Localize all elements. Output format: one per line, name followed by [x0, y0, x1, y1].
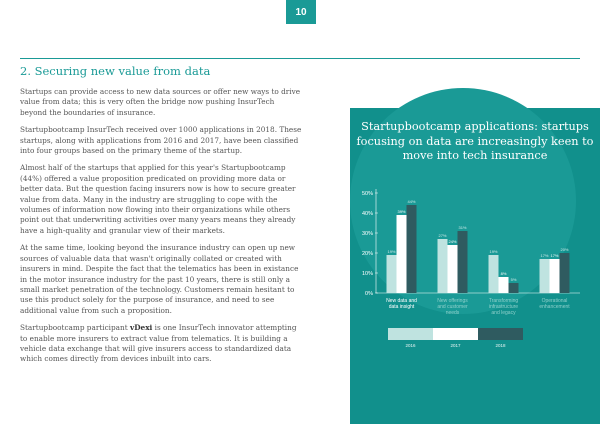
category-label: [386, 298, 417, 310]
category-label: [489, 298, 518, 316]
legend-label-2018: 2018: [495, 343, 506, 348]
bar: [387, 255, 397, 293]
section-title: 2. Securing new value from data: [20, 64, 211, 78]
paragraph-5-rest: is one InsurTech innovator attempting to enable more insurers to extract value from telematics. It is building a vehicle data exchange that will give insurers access to standardized data which comes directly from devices inbuilt into cars.: [20, 323, 297, 364]
paragraph-3: Almost half of the startups that applied for this year's Startupbootcamp (44%) offered a value proposition predicated on providing more data or better data. But the question facing insurers now is how to secure greater value from data. Many in the industry are struggling to cope with the volumes of information now flowing into their organizations while others point out that underwriting activities over many years means they already have a high-quality and granular view of their markets.: [20, 163, 296, 235]
bar-value-label: 44%: [407, 199, 416, 204]
bar-value-label: 20%: [560, 247, 569, 252]
bar: [499, 277, 509, 293]
category-label-line: New offerings: [437, 298, 468, 304]
legend-swatch-2017: [433, 328, 478, 340]
y-tick-label: 0%: [365, 291, 373, 297]
bar: [407, 205, 417, 293]
bar: [397, 215, 407, 293]
category-label-line: infrastructure: [488, 304, 519, 310]
bar-value-label: 27%: [438, 233, 447, 238]
bar: [560, 253, 570, 293]
paragraph-1: Startups can provide access to new data sources or offer new ways to drive value from data; this is very often the bridge now pushing InsurTech beyond the boundaries of insurance.: [20, 87, 301, 117]
bar-value-label: 31%: [458, 225, 467, 230]
bar: [438, 239, 448, 293]
legend: [388, 328, 523, 340]
legend-swatch-2016: [388, 328, 433, 340]
bar: [458, 231, 468, 293]
y-tick-label: 50%: [361, 191, 373, 197]
legend-swatch-2018: [478, 328, 523, 340]
bar-value-label: 19%: [387, 249, 396, 254]
bar-value-label: 8%: [500, 271, 507, 276]
paragraph-4: At the same time, looking beyond the insurance industry can open up new sources of valuable data that wasn't originally collated or created with insurers in mind. Despite the fact that the telematics has been in existance in the motor insurance industry for the past 10 years, there is still only a small market penetration of the technology. Customers remain hesitant to use this product solely for the purpose of insurance, and need to see additional value from such a proposition.: [20, 243, 299, 315]
y-tick-label: 40%: [361, 211, 373, 217]
paragraph-5-lead: Startupbootcamp participant: [20, 323, 130, 333]
category-label: [539, 298, 570, 310]
bar: [540, 259, 550, 293]
bar-value-label: 17%: [540, 253, 549, 258]
vdexi-name: vDexi: [129, 323, 153, 333]
bar-value-label: 5%: [510, 277, 517, 282]
paragraph-2: Startupbootcamp InsurTech received over 1000 applications in 2018. These startups, along with applications from 2016 and 2017, have been classified into four groups based on the primary theme of the startup.: [20, 125, 302, 156]
category-label: [437, 298, 468, 316]
category-label-line: Operational: [541, 298, 568, 304]
legend-label-2017: 2017: [450, 343, 461, 348]
category-label-line: New data and: [386, 298, 417, 304]
bar: [489, 255, 499, 293]
legend-labels: [388, 343, 523, 348]
page-number: 10: [286, 0, 316, 24]
category-label-line: and customer: [437, 304, 468, 310]
callout-heading: Startupbootcamp applications: startups focusing on data are increasingly keen to move into tech insurance: [356, 120, 594, 162]
category-label-line: needs: [445, 310, 460, 316]
bar-value-label: 39%: [397, 209, 406, 214]
bar: [509, 283, 519, 293]
bar: [550, 259, 560, 293]
y-tick-label: 30%: [361, 231, 373, 237]
bar: [448, 245, 458, 293]
y-tick-label: 10%: [361, 271, 373, 277]
category-label-line: enhancement: [539, 304, 570, 310]
bar-value-label: 17%: [550, 253, 559, 258]
category-label-line: and legacy: [491, 310, 516, 316]
legend-label-2016: 2016: [405, 343, 416, 348]
bar-value-label: 24%: [448, 239, 457, 244]
category-label-line: Transforming: [488, 298, 519, 304]
category-label-line: data insight: [388, 304, 415, 310]
bar-value-label: 19%: [489, 249, 498, 254]
y-tick-label: 20%: [361, 251, 373, 257]
